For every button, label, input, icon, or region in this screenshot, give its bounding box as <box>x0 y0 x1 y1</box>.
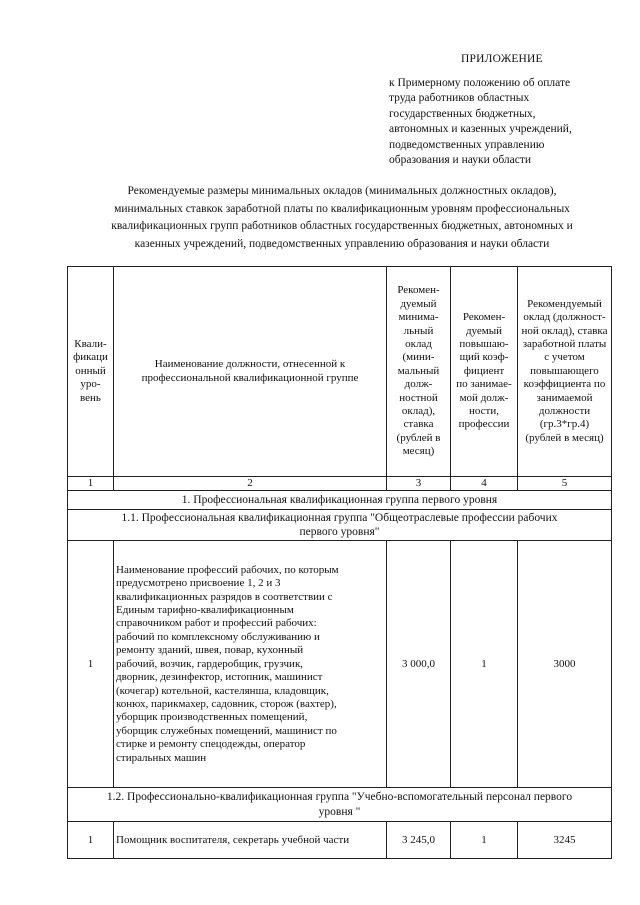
cell-base-salary: 3 000,0 <box>387 541 451 788</box>
cell-coefficient: 1 <box>451 541 518 788</box>
header-level: Квали- фикаци онный уро- вень <box>68 267 114 477</box>
title-line: минимальных ставкок заработной платы по квалификационным уровням профессиональных <box>114 202 570 215</box>
cell-base-salary: 3 245,0 <box>387 822 451 859</box>
title-line: Рекомендуемые размеры минимальных окладов (минимальных должностных окладов), <box>127 185 557 197</box>
column-number: 3 <box>387 477 451 491</box>
cell-total: 3245 <box>518 822 612 859</box>
annex-block <box>389 52 629 169</box>
table-row <box>68 541 612 788</box>
document-title <box>78 183 606 253</box>
column-number-row <box>68 477 612 491</box>
subsection-title: 1.1. Профессиональная квалификационная группа "Общеотраслевые профессии рабочих первого уровня" <box>68 510 612 541</box>
column-number: 5 <box>518 477 612 491</box>
subsection-title: 1.2. Профессионально-квалификационная группа "Учебно-вспомогательный персонал первого уровня " <box>68 788 612 822</box>
annex-line: государственных бюджетных, <box>389 107 536 120</box>
column-number: 2 <box>114 477 387 491</box>
column-number: 4 <box>451 477 518 491</box>
annex-line: к Примерному положению об оплате <box>389 76 571 89</box>
column-number: 1 <box>68 477 114 491</box>
header-coefficient: Рекомен- дуемый повышаю- щий коэф- фициент по занимае- мой долж- ности, профессии <box>451 267 518 477</box>
salary-table <box>67 266 612 859</box>
cell-coefficient: 1 <box>451 822 518 859</box>
header-total-salary: Рекомендуемый оклад (должност- ной оклад), ставка заработной платы с учетом повышающего коэффициента по занимаемой должности (гр.3*гр.4) (рублей в месяц) <box>518 267 612 477</box>
cell-total: 3000 <box>518 541 612 788</box>
cell-description: Помощник воспитателя, секретарь учебной части <box>114 822 387 859</box>
subsection-row <box>68 788 612 822</box>
cell-level: 1 <box>68 541 114 788</box>
title-line: казенных учреждений, подведомственных управлению образования и науки области <box>134 237 550 250</box>
header-position-name: Наименование должности, отнесенной к профессиональной квалификационной группе <box>114 267 387 477</box>
table-row <box>68 822 612 859</box>
annex-line: образования и науки области <box>389 154 532 166</box>
annex-line: труда работников областных <box>389 92 530 104</box>
header-base-salary: Рекомен- дуемый минима- льный оклад (мини- мальный долж- ностной оклад), ставка (рублей в месяц) <box>387 267 451 477</box>
subsection-row <box>68 510 612 541</box>
title-line: квалификационных групп работников областных государственных бюджетных, автономных и <box>111 220 573 232</box>
cell-level: 1 <box>68 822 114 859</box>
annex-line: автономных и казенных учреждений, <box>389 123 572 135</box>
cell-description: Наименование профессий рабочих, по которым предусмотрено присвоение 1, 2 и 3 квалификационных разрядов в соответствии с Единым тарифно-квалификационным справочником работ и профессий рабочих: рабочий по комплексному обслуживанию и ремонту зданий, швея, повар, кухонный рабочий, возчик, гардеробщик, грузчик, дворник, дезинфектор, истопник, машинист (кочегар) котельной, кастелянша, кладовщик, конюх, парикмахер, садовник, сторож (вахтер), уборщик производственных помещений, уборщик служебных помещений, машинист по стирке и ремонту спецодежды, оператор стиральных машин <box>114 541 387 788</box>
annex-heading: ПРИЛОЖЕНИЕ <box>461 53 543 65</box>
annex-line: подведомственных управлению <box>389 138 545 151</box>
header-row <box>68 267 612 477</box>
section-title: 1. Профессиональная квалификационная группа первого уровня <box>68 491 612 510</box>
section-row <box>68 491 612 510</box>
